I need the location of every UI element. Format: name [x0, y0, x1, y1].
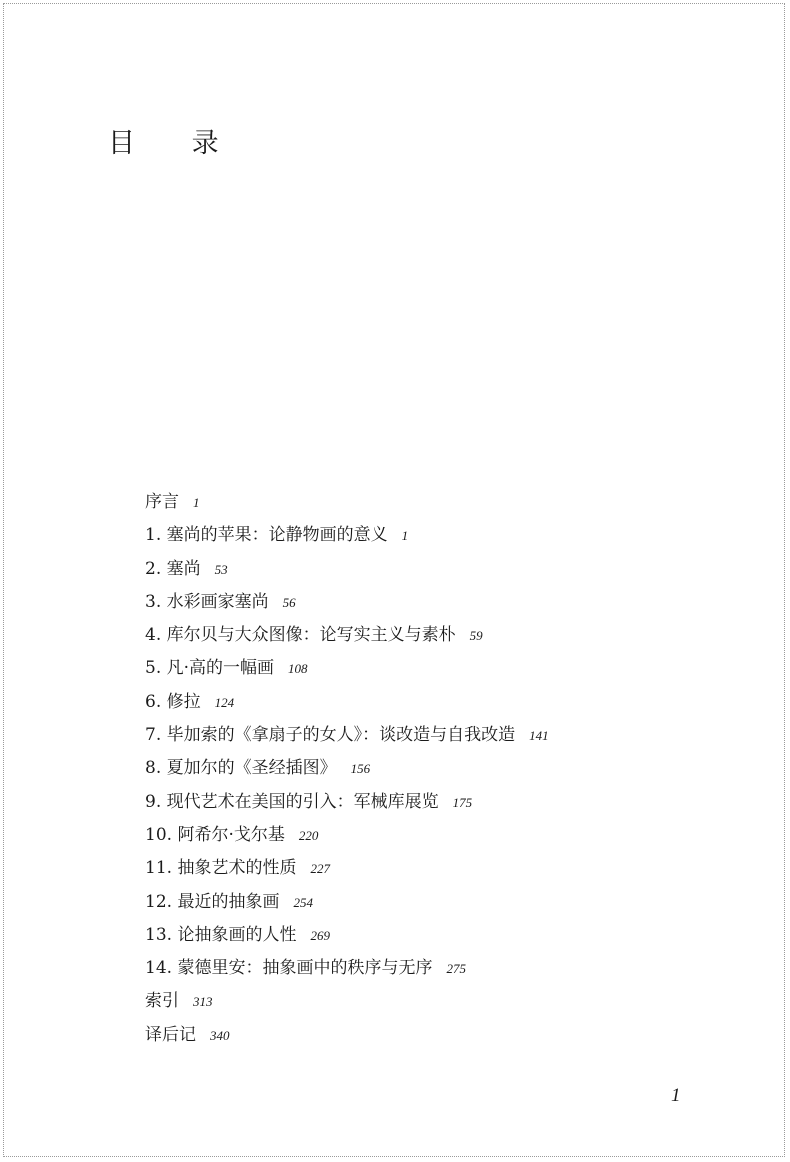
toc-entry-page: 227	[310, 861, 330, 877]
toc-entry-label: 11. 抽象艺术的性质	[145, 858, 297, 879]
toc-entry-page: 53	[214, 561, 228, 577]
toc-entry-label: 10. 阿希尔·戈尔基	[145, 824, 285, 845]
toc-entry-1[interactable]	[145, 519, 549, 552]
toc-entry-label: 4. 库尔贝与大众图像：论写实主义与素朴	[145, 625, 456, 646]
toc-entry-afterword[interactable]	[145, 1019, 549, 1052]
toc-entry-page: 269	[310, 927, 330, 943]
toc-entry-page: 56	[282, 594, 296, 610]
toc-entry-2[interactable]	[145, 553, 549, 586]
toc-entry-11[interactable]	[145, 852, 549, 885]
toc-entry-label: 12. 最近的抽象画	[145, 891, 280, 912]
toc-entry-label: 索引	[145, 991, 179, 1012]
toc-entry-4[interactable]	[145, 619, 549, 652]
toc-entry-preface[interactable]	[145, 486, 549, 519]
toc-entry-page: 1	[401, 528, 409, 544]
toc-entry-label: 译后记	[145, 1024, 196, 1045]
page-number: 1	[671, 1085, 681, 1106]
toc-entry-label: 5. 凡·高的一幅画	[145, 658, 275, 679]
toc-entry-page: 141	[529, 728, 549, 744]
toc-entry-label: 3. 水彩画家塞尚	[145, 591, 269, 612]
toc-entry-page: 124	[214, 694, 235, 710]
toc-entry-14[interactable]	[145, 952, 549, 985]
toc-entry-page: 220	[298, 827, 319, 843]
toc-entry-page: 59	[469, 628, 483, 644]
toc-entry-label: 1. 塞尚的苹果：论静物画的意义	[145, 525, 388, 546]
toc-entry-label: 6. 修拉	[145, 691, 201, 712]
toc-entry-page: 275	[446, 961, 466, 977]
table-of-contents	[145, 486, 549, 1052]
toc-entry-8[interactable]	[145, 752, 549, 785]
toc-entry-label: 7. 毕加索的《拿扇子的女人》：谈改造与自我改造	[145, 725, 516, 746]
toc-entry-13[interactable]	[145, 919, 549, 952]
toc-entry-page: 313	[193, 994, 213, 1010]
toc-entry-page: 1	[193, 495, 200, 510]
toc-entry-label: 8. 夏加尔的《圣经插图》	[145, 758, 337, 779]
toc-entry-label: 13. 论抽象画的人性	[145, 924, 297, 945]
toc-entry-label: 序言	[145, 492, 179, 512]
toc-entry-page: 156	[350, 761, 371, 777]
toc-entry-7[interactable]	[145, 719, 549, 752]
toc-entry-label: 14. 蒙德里安：抽象画中的秩序与无序	[145, 958, 433, 979]
toc-entry-page: 108	[288, 661, 308, 677]
toc-entry-12[interactable]	[145, 886, 549, 919]
toc-entry-3[interactable]	[145, 586, 549, 619]
toc-entry-page: 175	[452, 794, 473, 810]
toc-entry-label: 9. 现代艺术在美国的引入：军械库展览	[145, 791, 439, 812]
toc-entry-label: 2. 塞尚	[145, 558, 201, 579]
toc-entry-10[interactable]	[145, 819, 549, 852]
toc-entry-index[interactable]	[145, 985, 549, 1018]
page-title: 目 录	[108, 128, 243, 159]
toc-entry-9[interactable]	[145, 786, 549, 819]
toc-entry-page: 340	[210, 1027, 230, 1043]
toc-entry-5[interactable]	[145, 652, 549, 685]
toc-entry-6[interactable]	[145, 686, 549, 719]
toc-entry-page: 254	[293, 894, 313, 910]
